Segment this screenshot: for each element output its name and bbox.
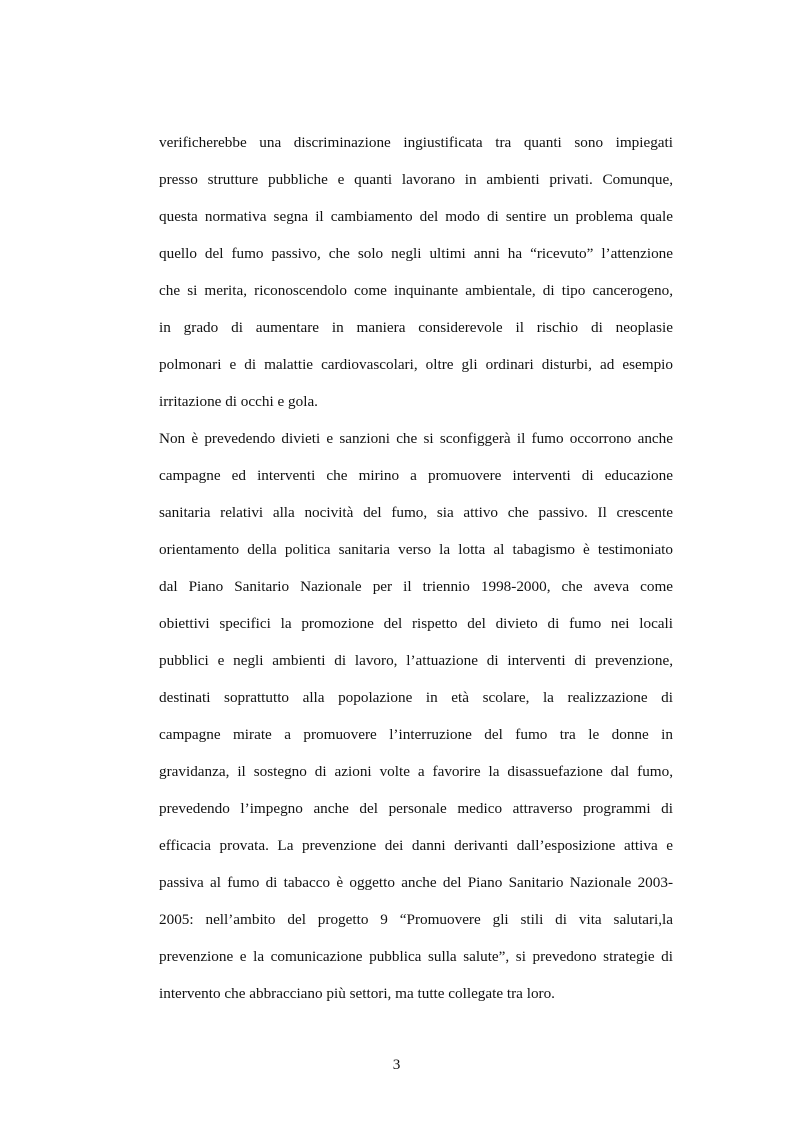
- text-line: Non è prevedendo divieti e sanzioni che si sconfiggerà il fumo occorrono anche: [159, 430, 673, 447]
- text-line: prevenzione e la comunicazione pubblica sulla salute”, si prevedono strategie di: [159, 948, 673, 965]
- text-line: 2005: nell’ambito del progetto 9 “Promuovere gli stili di vita salutari,la: [159, 911, 673, 928]
- text-line: efficacia provata. La prevenzione dei danni derivanti dall’esposizione attiva e: [159, 837, 673, 854]
- text-line: dal Piano Sanitario Nazionale per il triennio 1998-2000, che aveva come: [159, 578, 673, 595]
- text-line: intervento che abbracciano più settori, ma tutte collegate tra loro.: [159, 985, 555, 1002]
- text-line: questa normativa segna il cambiamento del modo di sentire un problema quale: [159, 208, 673, 225]
- text-line: irritazione di occhi e gola.: [159, 393, 318, 410]
- text-line: campagne ed interventi che mirino a promuovere interventi di educazione: [159, 467, 673, 484]
- text-line: polmonari e di malattie cardiovascolari, oltre gli ordinari disturbi, ad esempio: [159, 356, 673, 373]
- text-line: prevedendo l’impegno anche del personale medico attraverso programmi di: [159, 800, 673, 817]
- text-line: in grado di aumentare in maniera considerevole il rischio di neoplasie: [159, 319, 673, 336]
- text-line: orientamento della politica sanitaria verso la lotta al tabagismo è testimoniato: [159, 541, 673, 558]
- text-line: sanitaria relativi alla nocività del fumo, sia attivo che passivo. Il crescente: [159, 504, 673, 521]
- text-line: verificherebbe una discriminazione ingiustificata tra quanti sono impiegati: [159, 134, 673, 151]
- text-line: gravidanza, il sostegno di azioni volte a favorire la disassuefazione dal fumo,: [159, 763, 673, 780]
- body-text: [159, 124, 673, 1012]
- text-line: pubblici e negli ambienti di lavoro, l’attuazione di interventi di prevenzione,: [159, 652, 673, 669]
- paragraph-2: [159, 420, 673, 1012]
- text-line: destinati soprattutto alla popolazione in età scolare, la realizzazione di: [159, 689, 673, 706]
- text-line: presso strutture pubbliche e quanti lavorano in ambienti privati. Comunque,: [159, 171, 673, 188]
- page-number: 3: [392, 1056, 401, 1073]
- text-line: passiva al fumo di tabacco è oggetto anche del Piano Sanitario Nazionale 2003-: [159, 874, 673, 891]
- text-line: che si merita, riconoscendolo come inquinante ambientale, di tipo cancerogeno,: [159, 282, 673, 299]
- paragraph-1: [159, 124, 673, 420]
- text-line: quello del fumo passivo, che solo negli ultimi anni ha “ricevuto” l’attenzione: [159, 245, 673, 262]
- text-line: campagne mirate a promuovere l’interruzione del fumo tra le donne in: [159, 726, 673, 743]
- text-line: obiettivi specifici la promozione del rispetto del divieto di fumo nei locali: [159, 615, 673, 632]
